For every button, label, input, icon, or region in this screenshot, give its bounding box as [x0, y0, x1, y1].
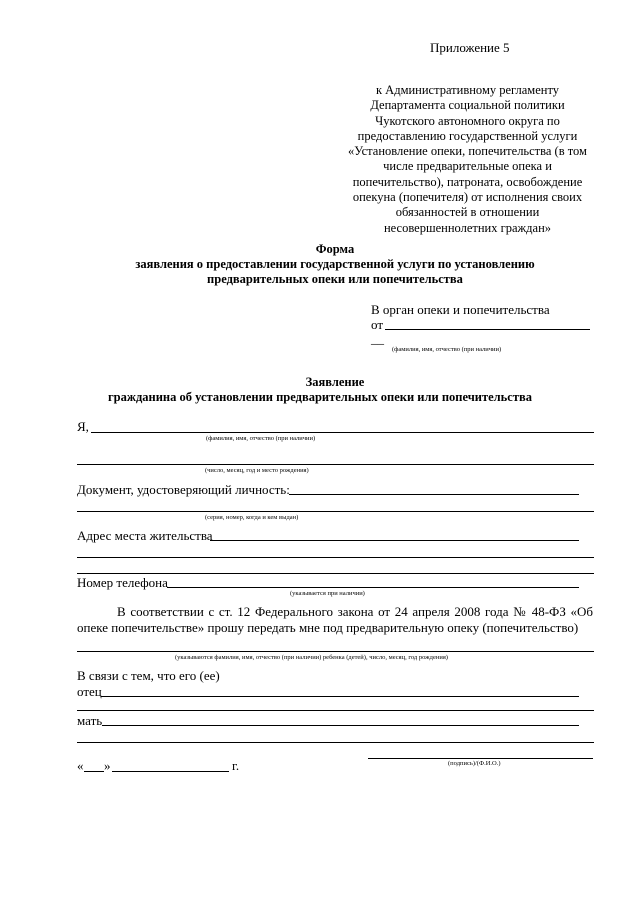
phone-label: Номер телефона [77, 575, 168, 590]
form-subtitle: заявления о предоставлении государственной услуги по установлению [135, 257, 535, 271]
statement-subtitle: гражданина об установлении предварительных опеки или попечительства [108, 390, 532, 404]
child-field[interactable] [77, 651, 594, 652]
regulation-line: Департамента социальной политики [370, 98, 565, 113]
regulation-line: Чукотского автономного округа по [375, 113, 560, 128]
birth-field[interactable] [77, 464, 594, 465]
regulation-line: «Установление опеки, попечительства (в том [348, 144, 587, 159]
separator-line [77, 573, 594, 574]
father-field[interactable] [101, 696, 579, 697]
form-subtitle: предварительных опеки или попечительства [207, 272, 463, 286]
document-field-2[interactable] [77, 511, 594, 512]
reason-label: В связи с тем, что его (ее) [77, 668, 220, 683]
i-label: Я, [77, 419, 89, 434]
father-label: отец [77, 684, 102, 699]
regulation-line: обязанностей в отношении [395, 205, 540, 220]
regulation-line: несовершеннолетних граждан» [383, 220, 552, 235]
child-hint: (указываются фамилия, имя, отчество (при наличии) ребенка (детей), число, месяц, год рождения) [175, 654, 448, 661]
mother-label: мать [77, 713, 103, 728]
birth-hint: (число, месяц, год и место рождения) [205, 467, 309, 474]
fio-field[interactable] [91, 432, 594, 433]
date-quote-open: « [77, 758, 84, 773]
from-field[interactable] [385, 329, 590, 330]
appendix-label: Приложение 5 [430, 40, 510, 55]
signature-field[interactable] [368, 758, 593, 759]
document-label: Документ, удостоверяющий личность: [77, 482, 290, 497]
regulation-line: предоставлению государственной услуги [357, 128, 578, 143]
request-paragraph-line1: В соответствии с ст. 12 Федерального закона от 24 апреля 2008 года № 48-ФЗ «Об [117, 604, 593, 619]
regulation-reference [330, 83, 605, 236]
mother-field[interactable] [102, 725, 579, 726]
document-hint: (серия, номер, когда и кем выдан) [205, 514, 299, 521]
date-day-field[interactable] [84, 771, 104, 772]
phone-hint: (указывается при наличии) [290, 590, 365, 597]
regulation-line: опекуна (попечителя) от исполнения своих [352, 190, 583, 205]
address-field[interactable] [210, 540, 579, 541]
date-quote-close: » [104, 758, 111, 773]
signature-hint: (подпись)/(Ф.И.О.) [448, 760, 501, 767]
document-field[interactable] [289, 494, 579, 495]
year-suffix: г. [232, 758, 240, 773]
regulation-line: к Административному регламенту [375, 83, 559, 97]
regulation-line: числе предварительные опека и [383, 159, 552, 174]
dash: __ [371, 331, 384, 346]
address-field-2[interactable] [77, 557, 594, 558]
from-hint: (фамилия, имя, отчество (при наличии) [392, 346, 502, 353]
phone-field[interactable] [167, 587, 579, 588]
statement-title: Заявление [305, 375, 365, 389]
from-label: от [371, 317, 384, 332]
request-paragraph-line2: опеке попечительстве» прошу передать мне под предварительную опеку (попечительство) [77, 620, 579, 635]
address-label: Адрес места жительства [77, 528, 213, 543]
father-field-2[interactable] [77, 710, 594, 711]
mother-field-2[interactable] [77, 742, 594, 743]
addressee-label: В орган опеки и попечительства [371, 302, 550, 317]
regulation-line: попечительство), патроната, освобождение [352, 174, 583, 189]
fio-hint: (фамилия, имя, отчество (при наличии) [206, 435, 316, 442]
form-title: Форма [315, 242, 355, 256]
date-month-field[interactable] [112, 771, 229, 772]
